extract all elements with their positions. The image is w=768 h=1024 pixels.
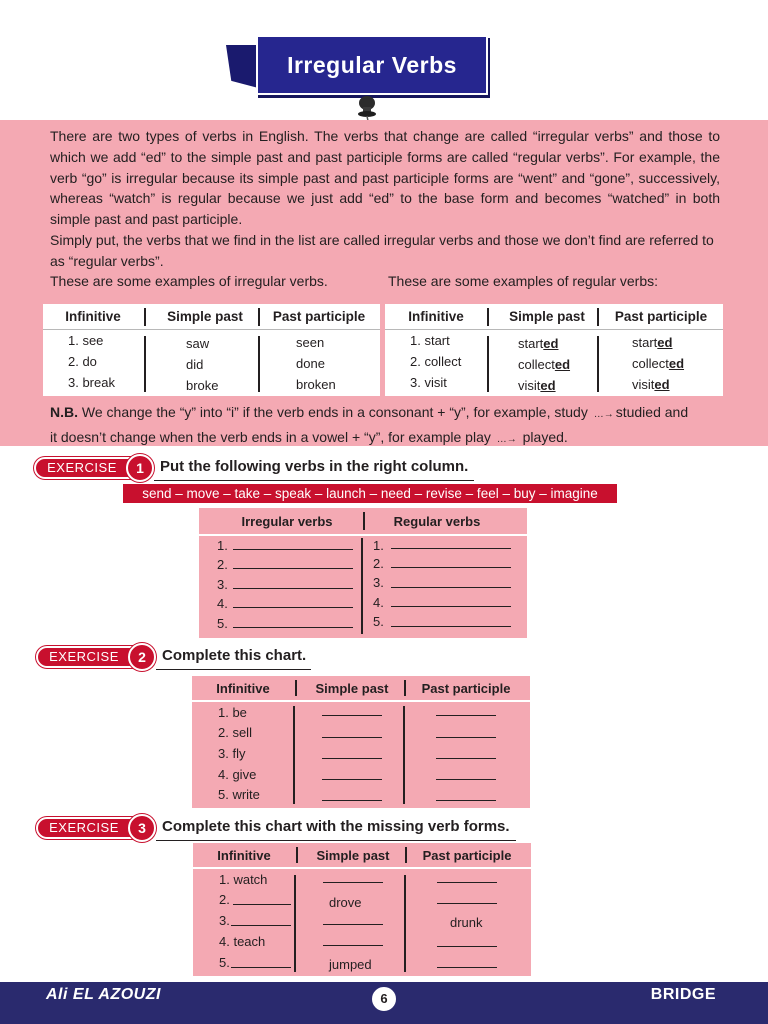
- divider: [296, 847, 298, 863]
- answer-blank[interactable]: [391, 548, 511, 549]
- table-cell: 3. visit: [410, 375, 447, 390]
- exercise-badge: EXERCISE: [34, 457, 146, 479]
- given-simple-past: jumped: [329, 957, 372, 972]
- answer-blank[interactable]: [233, 607, 353, 608]
- exercise-3-heading: [36, 814, 536, 842]
- answer-blank[interactable]: [436, 715, 496, 716]
- row-number: 4.: [373, 595, 384, 610]
- verb-suffix: ed: [668, 356, 685, 371]
- table-cell: [632, 377, 670, 392]
- irregular-examples-table: [43, 304, 380, 396]
- exercise-2-table: [192, 702, 530, 808]
- answer-blank[interactable]: [323, 882, 383, 883]
- answer-blank[interactable]: [233, 568, 353, 569]
- answer-blank[interactable]: [322, 758, 382, 759]
- exercise-1-table-header: [199, 508, 527, 534]
- exercise-badge: EXERCISE: [36, 646, 148, 668]
- page-title: Irregular Verbs: [287, 51, 457, 78]
- divider: [404, 680, 406, 696]
- answer-blank[interactable]: [437, 882, 497, 883]
- row-number: 3.: [373, 575, 384, 590]
- header-regular: Regular verbs: [393, 514, 481, 529]
- header-simple-past: Simple past: [509, 309, 585, 324]
- answer-blank[interactable]: [391, 587, 511, 588]
- heading-rule: [156, 669, 311, 670]
- divider: [487, 308, 489, 326]
- row-number: 2.: [217, 557, 228, 572]
- divider: [144, 308, 146, 326]
- exercise-title: Complete this chart.: [162, 647, 307, 664]
- row-number: 5.: [217, 616, 228, 631]
- nb-text: played.: [518, 429, 568, 445]
- answer-blank[interactable]: [322, 779, 382, 780]
- answer-blank[interactable]: [437, 946, 497, 947]
- answer-blank[interactable]: [233, 549, 353, 550]
- given-simple-past: drove: [329, 895, 362, 910]
- divider: [144, 336, 146, 392]
- nb-text: studied and: [615, 404, 689, 420]
- header-past-participle: Past participle: [272, 309, 366, 324]
- brand-name: BRIDGE: [650, 986, 716, 1003]
- answer-blank[interactable]: [437, 903, 497, 904]
- header-infinitive: Infinitive: [216, 681, 270, 696]
- infinitive-cell: 3.: [219, 913, 230, 928]
- header-past-participle: Past participle: [614, 309, 708, 324]
- answer-blank[interactable]: [436, 779, 496, 780]
- given-past-participle: drunk: [450, 915, 483, 930]
- answer-blank[interactable]: [391, 626, 511, 627]
- exercise-2-heading: [36, 643, 336, 671]
- table-cell: 2. do: [68, 354, 97, 369]
- header-past-participle: Past participle: [422, 848, 512, 863]
- intro-section: [0, 120, 768, 446]
- header-simple-past: Simple past: [316, 848, 390, 863]
- divider: [363, 512, 365, 530]
- heading-rule: [154, 480, 474, 481]
- verb-stem: start: [518, 336, 544, 351]
- answer-blank[interactable]: [391, 567, 511, 568]
- header-infinitive: Infinitive: [408, 309, 464, 324]
- infinitive-cell: 2.: [219, 892, 230, 907]
- table-cell: [632, 356, 684, 371]
- answer-blank[interactable]: [233, 588, 353, 589]
- answer-blank[interactable]: [436, 800, 496, 801]
- verb-stem: visit: [518, 378, 541, 393]
- regular-examples-lead: These are some examples of regular verbs:: [388, 273, 659, 289]
- table-cell: [518, 378, 556, 393]
- regular-examples-table: [385, 304, 723, 396]
- answer-blank[interactable]: [437, 967, 497, 968]
- exercise-1-table: [199, 536, 527, 638]
- exercise-number: 3: [128, 814, 156, 842]
- divider: [293, 706, 295, 804]
- answer-blank[interactable]: [391, 606, 511, 607]
- header-infinitive: Infinitive: [217, 848, 271, 863]
- answer-blank[interactable]: [231, 925, 291, 926]
- table-cell: broke: [186, 378, 219, 393]
- infinitive-cell: 1. be: [218, 705, 247, 720]
- table-cell: [518, 336, 558, 351]
- title-box: [256, 35, 488, 95]
- answer-blank[interactable]: [436, 758, 496, 759]
- row-number: 3.: [217, 577, 228, 592]
- exercise-title: Put the following verbs in the right column.: [160, 458, 469, 475]
- verb-suffix: ed: [540, 378, 556, 393]
- title-banner: [226, 33, 490, 101]
- exercise-1-heading: [34, 454, 484, 482]
- answer-blank[interactable]: [436, 737, 496, 738]
- table-cell: seen: [296, 335, 325, 350]
- infinitive-cell: 3. fly: [218, 746, 246, 761]
- row-number: 1.: [217, 538, 228, 553]
- word-list: send – move – take – speak – launch – need – revise – feel – buy – imagine: [123, 484, 617, 503]
- row-number: 1.: [373, 538, 384, 553]
- table-cell: 3. break: [68, 375, 115, 390]
- nb-text: it doesn’t change when the verb ends in a vowel + “y”, for example play: [50, 429, 495, 445]
- infinitive-cell: 5. write: [218, 787, 260, 802]
- infinitive-cell: 4. teach: [219, 934, 266, 949]
- divider: [404, 875, 406, 972]
- answer-blank[interactable]: [231, 967, 291, 968]
- exercise-number: 1: [126, 454, 154, 482]
- arrow-icon: …→: [593, 409, 614, 420]
- table-cell: 1. see: [68, 333, 104, 348]
- infinitive-cell: 2. sell: [218, 725, 252, 740]
- answer-blank[interactable]: [322, 800, 382, 801]
- table-cell: saw: [186, 336, 210, 351]
- exercise-badge: EXERCISE: [36, 817, 148, 839]
- divider: [361, 538, 363, 634]
- infinitive-cell: 5.: [219, 955, 230, 970]
- divider: [405, 847, 407, 863]
- infinitive-cell: 4. give: [218, 767, 257, 782]
- table-cell: [632, 335, 672, 350]
- row-number: 2.: [373, 556, 384, 571]
- infinitive-cell: 1. watch: [219, 872, 268, 887]
- nb-label: N.B.: [50, 404, 78, 420]
- table-cell: done: [296, 356, 325, 371]
- header-simple-past: Simple past: [315, 681, 389, 696]
- table-cell: broken: [296, 377, 336, 392]
- answer-blank[interactable]: [233, 904, 291, 905]
- verb-stem: collect: [518, 357, 555, 372]
- verb-suffix: ed: [657, 335, 673, 350]
- answer-blank[interactable]: [322, 737, 382, 738]
- divider: [597, 336, 599, 392]
- table-header: [385, 304, 723, 330]
- divider: [258, 336, 260, 392]
- header-simple-past: Simple past: [167, 309, 243, 324]
- table-cell: [518, 357, 570, 372]
- table-cell: 2. collect: [410, 354, 462, 369]
- header-past-participle: Past participle: [421, 681, 511, 696]
- intro-paragraph-2: Simply put, the verbs that we find in the list are called irregular verbs and those we don’t find are referred to as “regular verbs”.: [50, 232, 714, 269]
- answer-blank[interactable]: [323, 945, 383, 946]
- divider: [597, 308, 599, 326]
- exercise-number: 2: [128, 643, 156, 671]
- verb-stem: collect: [632, 356, 669, 371]
- answer-blank[interactable]: [323, 924, 383, 925]
- author-name: Ali EL AZOUZI: [46, 986, 161, 1003]
- row-number: 5.: [373, 614, 384, 629]
- heading-rule: [156, 840, 516, 841]
- nb-text: We change the “y” into “i” if the verb ends in a consonant + “y”, for example, study: [78, 404, 592, 420]
- nb-note: [50, 401, 688, 451]
- header-irregular: Irregular verbs: [241, 514, 333, 529]
- answer-blank[interactable]: [322, 715, 382, 716]
- verb-suffix: ed: [543, 336, 559, 351]
- table-cell: did: [186, 357, 204, 372]
- exercise-title: Complete this chart with the missing verb forms.: [162, 818, 510, 835]
- intro-paragraph-1: There are two types of verbs in English. The verbs that change are called “irregular verbs” and those to which we add “ed” to the simple past and past participle forms are called “regular verbs”. For example, the verb “go” is irregular because its simple past and past participle forms are “went” and “gone”, successively, whereas “watch” is regular because we just add “ed” to the base form and becomes “watched” in both simple past and past participle.: [50, 128, 720, 228]
- exercise-3-table-header: [193, 843, 531, 867]
- answer-blank[interactable]: [233, 627, 353, 628]
- verb-suffix: ed: [554, 357, 571, 372]
- divider: [258, 308, 260, 326]
- verb-stem: start: [632, 335, 658, 350]
- verb-suffix: ed: [654, 377, 670, 392]
- divider: [294, 875, 296, 972]
- header-infinitive: Infinitive: [65, 309, 121, 324]
- page-number: 6: [370, 985, 398, 1013]
- divider: [295, 680, 297, 696]
- divider: [403, 706, 405, 804]
- arrow-icon: …→: [496, 434, 517, 445]
- exercise-2-table-header: [192, 676, 530, 700]
- verb-stem: visit: [632, 377, 655, 392]
- irregular-examples-lead: These are some examples of irregular verbs.: [50, 273, 328, 289]
- table-cell: 1. start: [410, 333, 450, 348]
- row-number: 4.: [217, 596, 228, 611]
- exercise-3-table: [193, 869, 531, 976]
- table-header: [43, 304, 380, 330]
- divider: [487, 336, 489, 392]
